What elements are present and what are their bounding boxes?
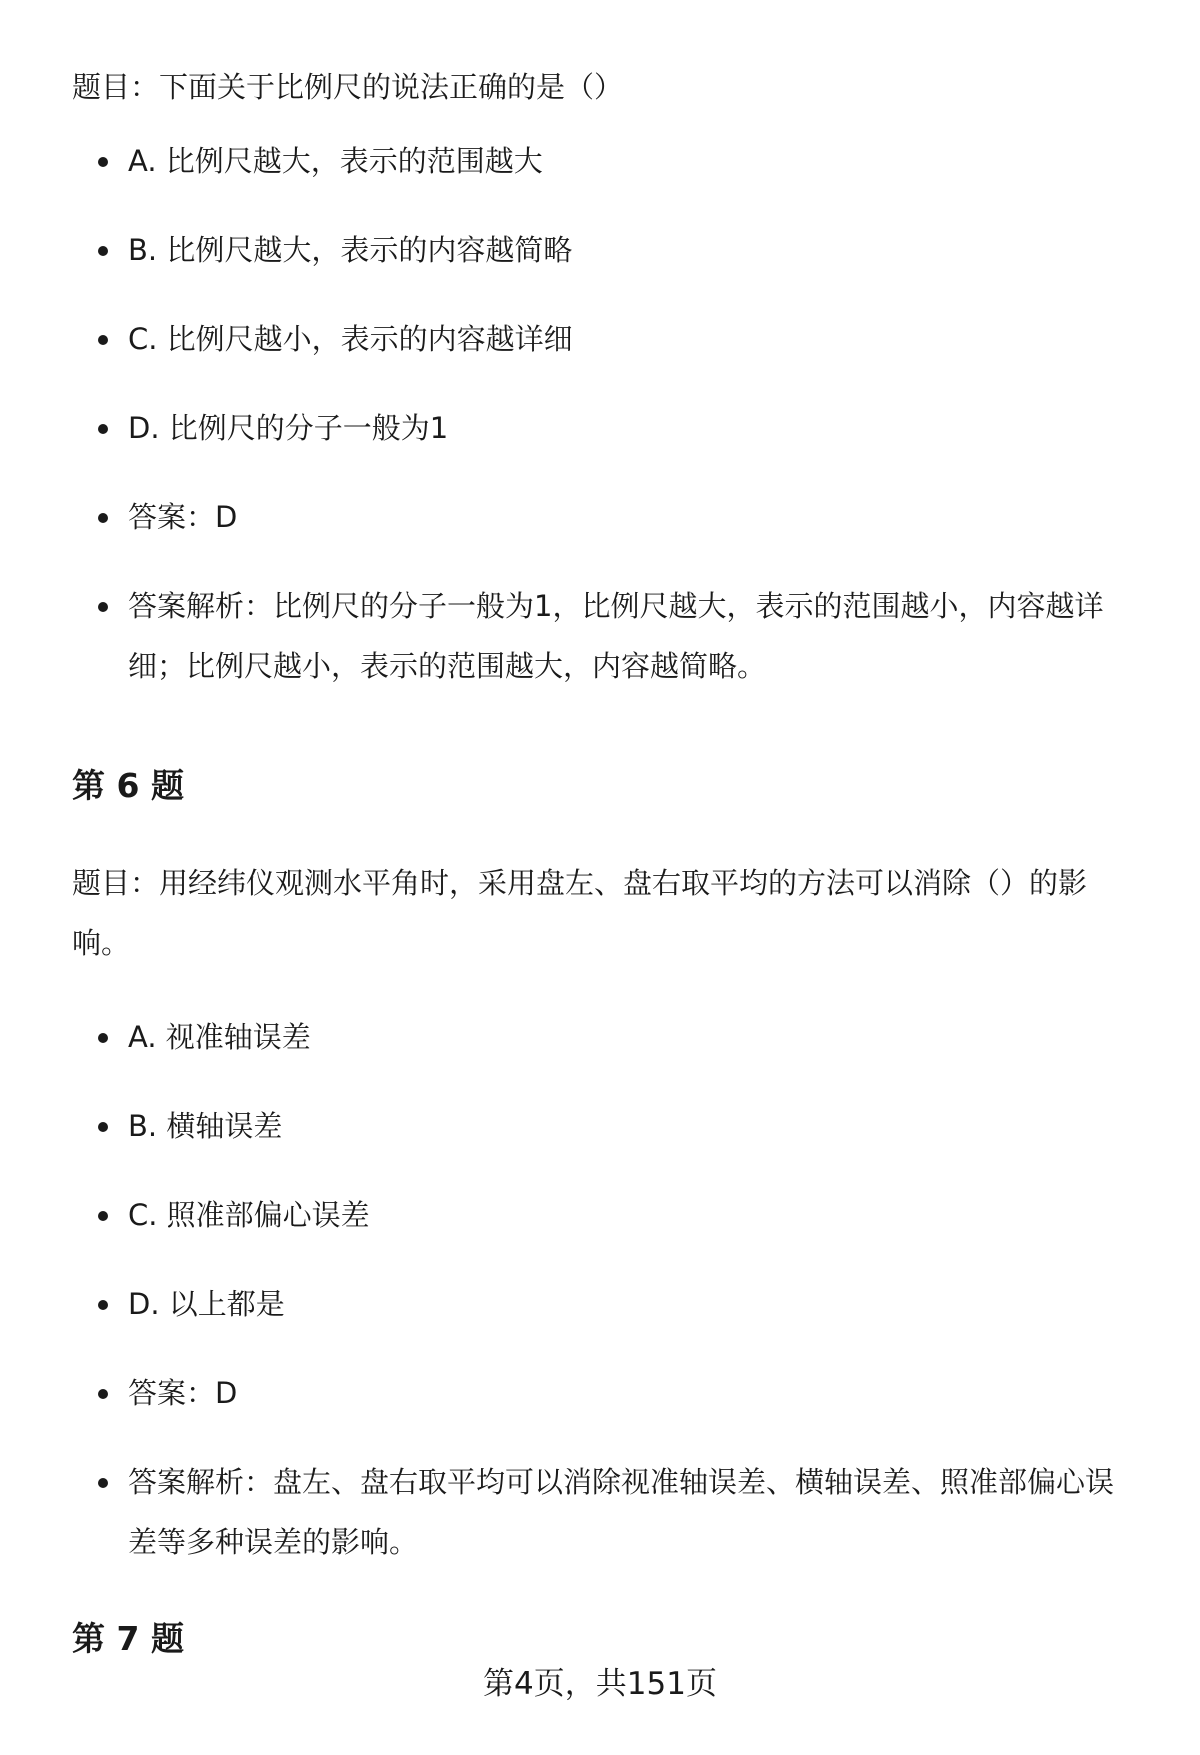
question-6-heading: 第 6 题: [72, 766, 184, 805]
question-6-option-a: [0, 1007, 1200, 1067]
question-6-stem: 题目：用经纬仪观测水平角时，采用盘左、盘右取平均的方法可以消除（）的影响。: [72, 866, 1088, 960]
question-6-option-c: [0, 1185, 1200, 1245]
question-5-option-d: [0, 398, 1200, 458]
option-text: A. 视准轴误差: [128, 1020, 311, 1054]
question-5-option-a: [0, 131, 1200, 191]
answer-text: 答案：D: [128, 1376, 238, 1410]
question-5-option-b: [0, 220, 1200, 280]
question-5-option-c: [0, 309, 1200, 369]
question-5-stem: 题目：下面关于比例尺的说法正确的是（）: [72, 70, 624, 104]
question-6-option-b: [0, 1096, 1200, 1156]
question-6-answer: [0, 1363, 1200, 1423]
bullet-icon: [98, 602, 108, 612]
option-text: C. 照准部偏心误差: [128, 1198, 370, 1232]
question-7-heading: 第 7 题: [72, 1619, 184, 1658]
option-text: C. 比例尺越小，表示的内容越详细: [128, 322, 573, 356]
bullet-icon: [98, 513, 108, 523]
bullet-icon: [98, 1389, 108, 1399]
question-6-option-d: [0, 1274, 1200, 1334]
bullet-icon: [98, 246, 108, 256]
bullet-icon: [98, 1122, 108, 1132]
option-text: B. 横轴误差: [128, 1109, 283, 1143]
bullet-icon: [98, 1300, 108, 1310]
question-6-explanation: [0, 1452, 1200, 1572]
bullet-icon: [98, 335, 108, 345]
bullet-icon: [98, 1478, 108, 1488]
answer-text: 答案：D: [128, 500, 238, 534]
question-5-explanation: [0, 576, 1200, 696]
question-5-answer: [0, 487, 1200, 547]
page-number-footer: 第4页，共151页: [483, 1666, 717, 1702]
bullet-icon: [98, 157, 108, 167]
option-text: B. 比例尺越大，表示的内容越简略: [128, 233, 573, 267]
bullet-icon: [98, 1033, 108, 1043]
explanation-text: 答案解析：盘左、盘右取平均可以消除视准轴误差、横轴误差、照准部偏心误差等多种误差的影响。: [128, 1465, 1115, 1559]
explanation-text: 答案解析：比例尺的分子一般为1，比例尺越大，表示的范围越小，内容越详细；比例尺越小，表示的范围越大，内容越简略。: [128, 589, 1104, 683]
question-6-list: [0, 1007, 1200, 1601]
option-text: D. 比例尺的分子一般为1: [128, 411, 449, 445]
bullet-icon: [98, 424, 108, 434]
option-text: D. 以上都是: [128, 1287, 285, 1321]
question-5-list: [0, 131, 1200, 725]
option-text: A. 比例尺越大，表示的范围越大: [128, 144, 543, 178]
bullet-icon: [98, 1211, 108, 1221]
